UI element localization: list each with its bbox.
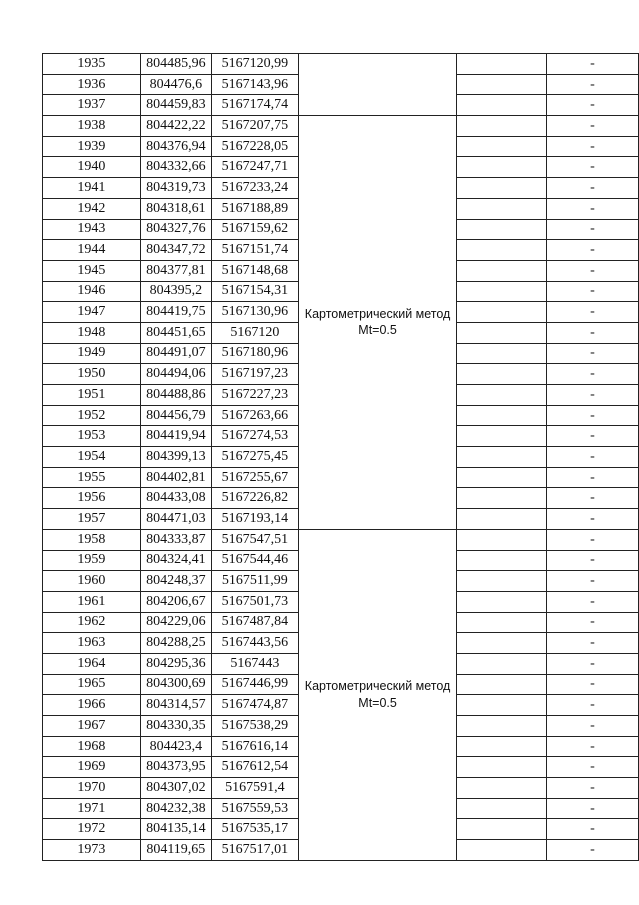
point-number-cell: 1938 xyxy=(43,116,141,137)
empty-cell xyxy=(457,116,547,137)
y-coordinate-cell: 5167538,29 xyxy=(211,716,298,737)
empty-cell xyxy=(457,778,547,799)
empty-cell xyxy=(457,240,547,261)
dash-cell: - xyxy=(546,302,638,323)
y-coordinate-cell: 5167188,89 xyxy=(211,198,298,219)
empty-cell xyxy=(457,674,547,695)
x-coordinate-cell: 804471,03 xyxy=(140,509,211,530)
x-coordinate-cell: 804476,6 xyxy=(140,74,211,95)
dash-cell: - xyxy=(546,653,638,674)
dash-cell: - xyxy=(546,116,638,137)
point-number-cell: 1954 xyxy=(43,447,141,468)
x-coordinate-cell: 804451,65 xyxy=(140,322,211,343)
point-number-cell: 1963 xyxy=(43,633,141,654)
point-number-cell: 1947 xyxy=(43,302,141,323)
empty-cell xyxy=(457,550,547,571)
x-coordinate-cell: 804395,2 xyxy=(140,281,211,302)
dash-cell: - xyxy=(546,136,638,157)
dash-cell: - xyxy=(546,612,638,633)
empty-cell xyxy=(457,757,547,778)
y-coordinate-cell: 5167591,4 xyxy=(211,778,298,799)
x-coordinate-cell: 804333,87 xyxy=(140,529,211,550)
dash-cell: - xyxy=(546,260,638,281)
point-number-cell: 1955 xyxy=(43,467,141,488)
table-row xyxy=(43,529,639,550)
y-coordinate-cell: 5167197,23 xyxy=(211,364,298,385)
point-number-cell: 1949 xyxy=(43,343,141,364)
dash-cell: - xyxy=(546,405,638,426)
point-number-cell: 1960 xyxy=(43,571,141,592)
dash-cell: - xyxy=(546,633,638,654)
coordinates-table-body xyxy=(43,54,639,861)
x-coordinate-cell: 804332,66 xyxy=(140,157,211,178)
dash-cell: - xyxy=(546,322,638,343)
method-cell xyxy=(298,54,457,116)
x-coordinate-cell: 804419,94 xyxy=(140,426,211,447)
method-cell: Картометрический метод Mt=0.5 xyxy=(298,116,457,530)
y-coordinate-cell: 5167226,82 xyxy=(211,488,298,509)
empty-cell xyxy=(457,95,547,116)
dash-cell: - xyxy=(546,509,638,530)
y-coordinate-cell: 5167193,14 xyxy=(211,509,298,530)
empty-cell xyxy=(457,591,547,612)
empty-cell xyxy=(457,819,547,840)
x-coordinate-cell: 804399,13 xyxy=(140,447,211,468)
empty-cell xyxy=(457,571,547,592)
empty-cell xyxy=(457,157,547,178)
x-coordinate-cell: 804491,07 xyxy=(140,343,211,364)
dash-cell: - xyxy=(546,219,638,240)
empty-cell xyxy=(457,405,547,426)
dash-cell: - xyxy=(546,343,638,364)
y-coordinate-cell: 5167143,96 xyxy=(211,74,298,95)
empty-cell xyxy=(457,529,547,550)
dash-cell: - xyxy=(546,798,638,819)
empty-cell xyxy=(457,322,547,343)
point-number-cell: 1970 xyxy=(43,778,141,799)
dash-cell: - xyxy=(546,550,638,571)
y-coordinate-cell: 5167263,66 xyxy=(211,405,298,426)
dash-cell: - xyxy=(546,488,638,509)
y-coordinate-cell: 5167547,51 xyxy=(211,529,298,550)
y-coordinate-cell: 5167174,74 xyxy=(211,95,298,116)
x-coordinate-cell: 804402,81 xyxy=(140,467,211,488)
empty-cell xyxy=(457,260,547,281)
point-number-cell: 1967 xyxy=(43,716,141,737)
empty-cell xyxy=(457,385,547,406)
y-coordinate-cell: 5167616,14 xyxy=(211,736,298,757)
x-coordinate-cell: 804433,08 xyxy=(140,488,211,509)
x-coordinate-cell: 804459,83 xyxy=(140,95,211,116)
y-coordinate-cell: 5167443 xyxy=(211,653,298,674)
y-coordinate-cell: 5167511,99 xyxy=(211,571,298,592)
y-coordinate-cell: 5167228,05 xyxy=(211,136,298,157)
empty-cell xyxy=(457,426,547,447)
x-coordinate-cell: 804373,95 xyxy=(140,757,211,778)
point-number-cell: 1948 xyxy=(43,322,141,343)
dash-cell: - xyxy=(546,591,638,612)
x-coordinate-cell: 804422,22 xyxy=(140,116,211,137)
x-coordinate-cell: 804229,06 xyxy=(140,612,211,633)
dash-cell: - xyxy=(546,364,638,385)
y-coordinate-cell: 5167559,53 xyxy=(211,798,298,819)
point-number-cell: 1972 xyxy=(43,819,141,840)
x-coordinate-cell: 804494,06 xyxy=(140,364,211,385)
point-number-cell: 1959 xyxy=(43,550,141,571)
x-coordinate-cell: 804295,36 xyxy=(140,653,211,674)
dash-cell: - xyxy=(546,695,638,716)
dash-cell: - xyxy=(546,157,638,178)
y-coordinate-cell: 5167233,24 xyxy=(211,178,298,199)
y-coordinate-cell: 5167474,87 xyxy=(211,695,298,716)
x-coordinate-cell: 804330,35 xyxy=(140,716,211,737)
dash-cell: - xyxy=(546,281,638,302)
point-number-cell: 1968 xyxy=(43,736,141,757)
empty-cell xyxy=(457,219,547,240)
point-number-cell: 1941 xyxy=(43,178,141,199)
dash-cell: - xyxy=(546,467,638,488)
x-coordinate-cell: 804119,65 xyxy=(140,840,211,861)
point-number-cell: 1943 xyxy=(43,219,141,240)
empty-cell xyxy=(457,281,547,302)
empty-cell xyxy=(457,840,547,861)
point-number-cell: 1956 xyxy=(43,488,141,509)
dash-cell: - xyxy=(546,819,638,840)
dash-cell: - xyxy=(546,95,638,116)
empty-cell xyxy=(457,736,547,757)
y-coordinate-cell: 5167487,84 xyxy=(211,612,298,633)
dash-cell: - xyxy=(546,385,638,406)
table-row xyxy=(43,116,639,137)
point-number-cell: 1935 xyxy=(43,54,141,75)
empty-cell xyxy=(457,509,547,530)
point-number-cell: 1946 xyxy=(43,281,141,302)
x-coordinate-cell: 804288,25 xyxy=(140,633,211,654)
point-number-cell: 1958 xyxy=(43,529,141,550)
y-coordinate-cell: 5167247,71 xyxy=(211,157,298,178)
y-coordinate-cell: 5167120,99 xyxy=(211,54,298,75)
y-coordinate-cell: 5167130,96 xyxy=(211,302,298,323)
table-row xyxy=(43,54,639,75)
x-coordinate-cell: 804135,14 xyxy=(140,819,211,840)
dash-cell: - xyxy=(546,674,638,695)
dash-cell: - xyxy=(546,74,638,95)
point-number-cell: 1961 xyxy=(43,591,141,612)
y-coordinate-cell: 5167207,75 xyxy=(211,116,298,137)
dash-cell: - xyxy=(546,198,638,219)
dash-cell: - xyxy=(546,447,638,468)
y-coordinate-cell: 5167148,68 xyxy=(211,260,298,281)
y-coordinate-cell: 5167443,56 xyxy=(211,633,298,654)
x-coordinate-cell: 804307,02 xyxy=(140,778,211,799)
empty-cell xyxy=(457,364,547,385)
point-number-cell: 1973 xyxy=(43,840,141,861)
dash-cell: - xyxy=(546,736,638,757)
point-number-cell: 1944 xyxy=(43,240,141,261)
empty-cell xyxy=(457,343,547,364)
point-number-cell: 1940 xyxy=(43,157,141,178)
y-coordinate-cell: 5167612,54 xyxy=(211,757,298,778)
dash-cell: - xyxy=(546,840,638,861)
empty-cell xyxy=(457,74,547,95)
x-coordinate-cell: 804347,72 xyxy=(140,240,211,261)
x-coordinate-cell: 804488,86 xyxy=(140,385,211,406)
dash-cell: - xyxy=(546,757,638,778)
y-coordinate-cell: 5167154,31 xyxy=(211,281,298,302)
empty-cell xyxy=(457,798,547,819)
x-coordinate-cell: 804319,73 xyxy=(140,178,211,199)
dash-cell: - xyxy=(546,426,638,447)
y-coordinate-cell: 5167446,99 xyxy=(211,674,298,695)
empty-cell xyxy=(457,488,547,509)
x-coordinate-cell: 804485,96 xyxy=(140,54,211,75)
empty-cell xyxy=(457,612,547,633)
dash-cell: - xyxy=(546,778,638,799)
x-coordinate-cell: 804377,81 xyxy=(140,260,211,281)
dash-cell: - xyxy=(546,240,638,261)
empty-cell xyxy=(457,467,547,488)
y-coordinate-cell: 5167501,73 xyxy=(211,591,298,612)
y-coordinate-cell: 5167544,46 xyxy=(211,550,298,571)
point-number-cell: 1971 xyxy=(43,798,141,819)
point-number-cell: 1952 xyxy=(43,405,141,426)
point-number-cell: 1965 xyxy=(43,674,141,695)
y-coordinate-cell: 5167274,53 xyxy=(211,426,298,447)
y-coordinate-cell: 5167180,96 xyxy=(211,343,298,364)
y-coordinate-cell: 5167120 xyxy=(211,322,298,343)
x-coordinate-cell: 804248,37 xyxy=(140,571,211,592)
point-number-cell: 1937 xyxy=(43,95,141,116)
x-coordinate-cell: 804419,75 xyxy=(140,302,211,323)
x-coordinate-cell: 804376,94 xyxy=(140,136,211,157)
point-number-cell: 1957 xyxy=(43,509,141,530)
point-number-cell: 1962 xyxy=(43,612,141,633)
y-coordinate-cell: 5167535,17 xyxy=(211,819,298,840)
x-coordinate-cell: 804206,67 xyxy=(140,591,211,612)
y-coordinate-cell: 5167517,01 xyxy=(211,840,298,861)
empty-cell xyxy=(457,136,547,157)
empty-cell xyxy=(457,695,547,716)
dash-cell: - xyxy=(546,529,638,550)
x-coordinate-cell: 804314,57 xyxy=(140,695,211,716)
dash-cell: - xyxy=(546,571,638,592)
point-number-cell: 1950 xyxy=(43,364,141,385)
point-number-cell: 1969 xyxy=(43,757,141,778)
y-coordinate-cell: 5167159,62 xyxy=(211,219,298,240)
x-coordinate-cell: 804327,76 xyxy=(140,219,211,240)
dash-cell: - xyxy=(546,54,638,75)
empty-cell xyxy=(457,54,547,75)
x-coordinate-cell: 804456,79 xyxy=(140,405,211,426)
coordinates-table xyxy=(42,53,639,861)
empty-cell xyxy=(457,447,547,468)
empty-cell xyxy=(457,633,547,654)
point-number-cell: 1945 xyxy=(43,260,141,281)
method-cell: Картометрический метод Mt=0.5 xyxy=(298,529,457,860)
point-number-cell: 1942 xyxy=(43,198,141,219)
y-coordinate-cell: 5167275,45 xyxy=(211,447,298,468)
point-number-cell: 1953 xyxy=(43,426,141,447)
point-number-cell: 1951 xyxy=(43,385,141,406)
x-coordinate-cell: 804318,61 xyxy=(140,198,211,219)
empty-cell xyxy=(457,198,547,219)
point-number-cell: 1939 xyxy=(43,136,141,157)
empty-cell xyxy=(457,653,547,674)
x-coordinate-cell: 804423,4 xyxy=(140,736,211,757)
point-number-cell: 1966 xyxy=(43,695,141,716)
empty-cell xyxy=(457,716,547,737)
y-coordinate-cell: 5167227,23 xyxy=(211,385,298,406)
point-number-cell: 1964 xyxy=(43,653,141,674)
x-coordinate-cell: 804324,41 xyxy=(140,550,211,571)
x-coordinate-cell: 804232,38 xyxy=(140,798,211,819)
point-number-cell: 1936 xyxy=(43,74,141,95)
dash-cell: - xyxy=(546,716,638,737)
dash-cell: - xyxy=(546,178,638,199)
y-coordinate-cell: 5167151,74 xyxy=(211,240,298,261)
y-coordinate-cell: 5167255,67 xyxy=(211,467,298,488)
x-coordinate-cell: 804300,69 xyxy=(140,674,211,695)
empty-cell xyxy=(457,178,547,199)
empty-cell xyxy=(457,302,547,323)
